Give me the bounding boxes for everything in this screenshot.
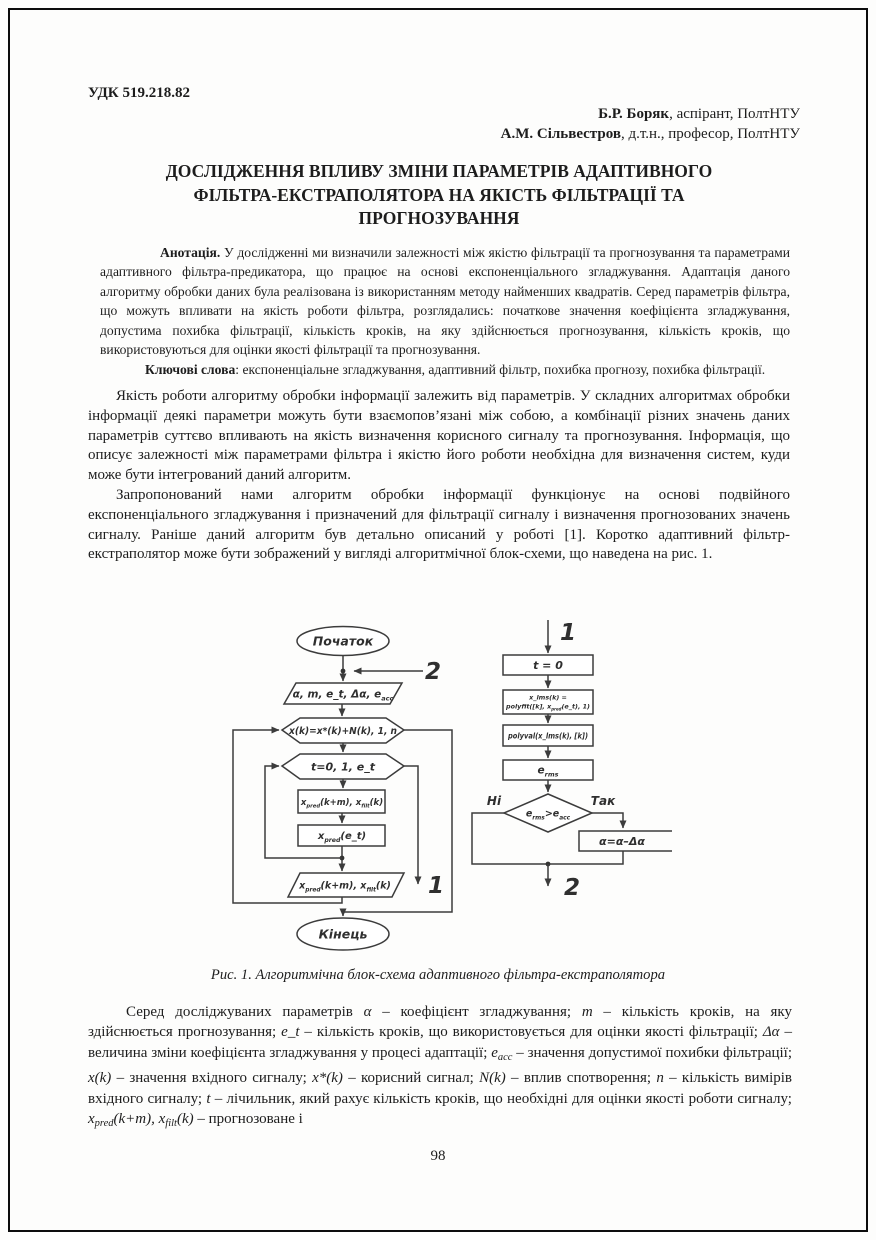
- rms-error-label: $e_{rms}$: [537, 764, 559, 779]
- decision-no-label: Ні: [486, 794, 502, 808]
- t-loop-label: t=0, 1, e_t: [310, 760, 376, 774]
- author-info-1: , аспірант, ПолтНТУ: [669, 106, 800, 122]
- figure-caption: Рис. 1. Алгоритмічна блок-схема адаптивного фільтра-екстраполятора: [210, 967, 666, 983]
- title-line-3: ПРОГНОЗУВАННЯ: [358, 208, 520, 228]
- prediction-estimate-node: [298, 825, 385, 846]
- signal-loop-node: [282, 718, 404, 743]
- paragraph-2: Запропонований нами алгоритм обробки інформації функціонує на основі подвійного експоненціального згладжування і призначений для фільтрації сигналу і визначення прогнозованих значень сигналу. Раніше даний алгоритм був детально описаний у роботі [1]. Коротко адаптивний фільтр-екстраполятор може бути зображений у вигляді алгоритмічної блок-схеми, що наведена на рис. 1.: [88, 486, 790, 563]
- predict-filter-node: [298, 790, 385, 813]
- abstract-paragraph: [88, 243, 790, 360]
- authors-block: [88, 104, 800, 144]
- author-line-2: [88, 124, 800, 144]
- keywords-paragraph: [88, 360, 790, 380]
- input-parameters-node: [284, 683, 402, 704]
- author-info-2: , д.т.н., професор, ПолтНТУ: [620, 126, 800, 142]
- decision-label: $e_{rms}>e_{acc}$: [525, 808, 571, 822]
- polyfit-label-line1: x_lms(k) =: [529, 693, 567, 702]
- paragraph-1: Якість роботи алгоритму обробки інформації залежить від параметрів. У складних алгоритмах обробки інформації деякі параметри можуть бути взаємопов’язані між собою, а комбінації різних значень даних параметрів суттєво впливають на якість визначення корисного сигналу та прогнозування. Інформація, що описує залежності між параметрами фільтра і якістю його роботи необхідна для визначення систем, куди може бути інтегрований даний алгоритм.: [88, 388, 790, 484]
- output-node: [288, 873, 404, 897]
- paragraph-3: Серед досліджуваних параметрів α – коефіцієнт згладжування; m – кількість кроків, на яку здійснюється прогнозування; e_t – кількість кроків, що використовується для оцінки якості фільтрації; Δα – величина зміни коефіцієнта згладжування у процесі адаптації; $e_{acc}$ – значення допустимої похибки фільтрації; x(k) – значення вхідного сигналу; x*(k) – корисний сигнал; N(k) – вплив спотворення; n – кількість вимірів вхідного сигналу; t – лічильник, який рахує кількість кроків, що необхідні для оцінки якості роботи сигналу; $x_{pred}(k+m)$, $x_{filt}(k)$ – прогнозоване і: [88, 1004, 793, 1130]
- polyval-label: polyval(x_lms(k), [k]): [507, 731, 588, 741]
- predict-filter-label: $x_{pred}(k+m)$, $x_{filt}(k)$: [300, 798, 384, 810]
- connector-2-in-label: 2: [424, 659, 442, 685]
- polyfit-node: [503, 690, 593, 714]
- title-line-2: ФІЛЬТРА-ЕКСТРАПОЛЯТОРА НА ЯКІСТЬ ФІЛЬТРАЦІЇ ТА: [193, 184, 685, 205]
- connector-1-in-label: 1: [559, 620, 577, 646]
- alpha-update-node: [579, 831, 672, 851]
- title-line-1: ДОСЛІДЖЕННЯ ВПЛИВУ ЗМІНИ ПАРАМЕТРІВ АДАПТИВНОГО: [165, 161, 713, 181]
- polyval-node: [503, 725, 593, 746]
- end-label: Кінець: [318, 926, 368, 942]
- paper-title: [88, 160, 790, 231]
- abstract-text: У дослідженні ми визначили залежності між якістю фільтрації та прогнозування та параметрами адаптивного фільтра-предикатора, що працює на основі експоненціального згладжування. Адаптація даного алгоритму обробки даних була реалізована із використанням методу найменших квадратів. Серед параметрів фільтра, що можуть впливати на якість роботи фільтра, розглядались: початкове значення коефіцієнта згладжування, допустима похибка фільтрації, кількість кроків, на яку здійснюється прогнозування, кількість кроків, що використовуються для оцінки якості фільтрації та прогнозування.: [100, 244, 790, 357]
- author-line-1: [88, 104, 800, 124]
- rms-error-node: [503, 760, 593, 780]
- abstract-lead: Анотація.: [160, 244, 221, 260]
- connector-1-out-label: 1: [427, 873, 445, 899]
- keywords-text: : експоненціальне згладжування, адаптивний фільтр, похибка прогнозу, похибка фільтрації.: [235, 361, 766, 377]
- connector-2-out-label: 2: [563, 875, 581, 901]
- author-name-2: А.М. Сільвестров: [500, 126, 621, 142]
- start-node: [297, 627, 389, 656]
- polyfit-label-line2: polyfit([k], $x_{pred}(e\_t)$, 1): [506, 702, 590, 712]
- page-number: 98: [430, 1148, 446, 1164]
- udk-code: УДК 519.218.82: [88, 85, 190, 101]
- text-column: [88, 84, 800, 565]
- author-name-1: Б.Р. Боряк: [598, 106, 670, 122]
- decision-yes-label: Так: [590, 794, 616, 808]
- output-label: $x_{pred}(k+m)$, $x_{filt}(k)$: [299, 880, 391, 894]
- signal-loop-label: x(k)=x*(k)+N(k), 1, n: [288, 726, 397, 737]
- junction-dot: [341, 669, 346, 674]
- alpha-update-label: α=α–Δα: [599, 835, 645, 848]
- init-counter-label: t = 0: [533, 659, 563, 672]
- end-node: [297, 918, 389, 950]
- input-parameters-label: α, m, e_t, Δα, $e_{acc}$: [292, 688, 394, 703]
- t-loop-node: [282, 754, 404, 779]
- start-label: Початок: [312, 633, 374, 649]
- keywords-lead: Ключові слова: [145, 361, 236, 377]
- init-counter-node: [503, 655, 593, 675]
- flowchart-figure: [0, 612, 876, 964]
- prediction-estimate-label: $x_{pred}(e\_t)$: [317, 831, 367, 844]
